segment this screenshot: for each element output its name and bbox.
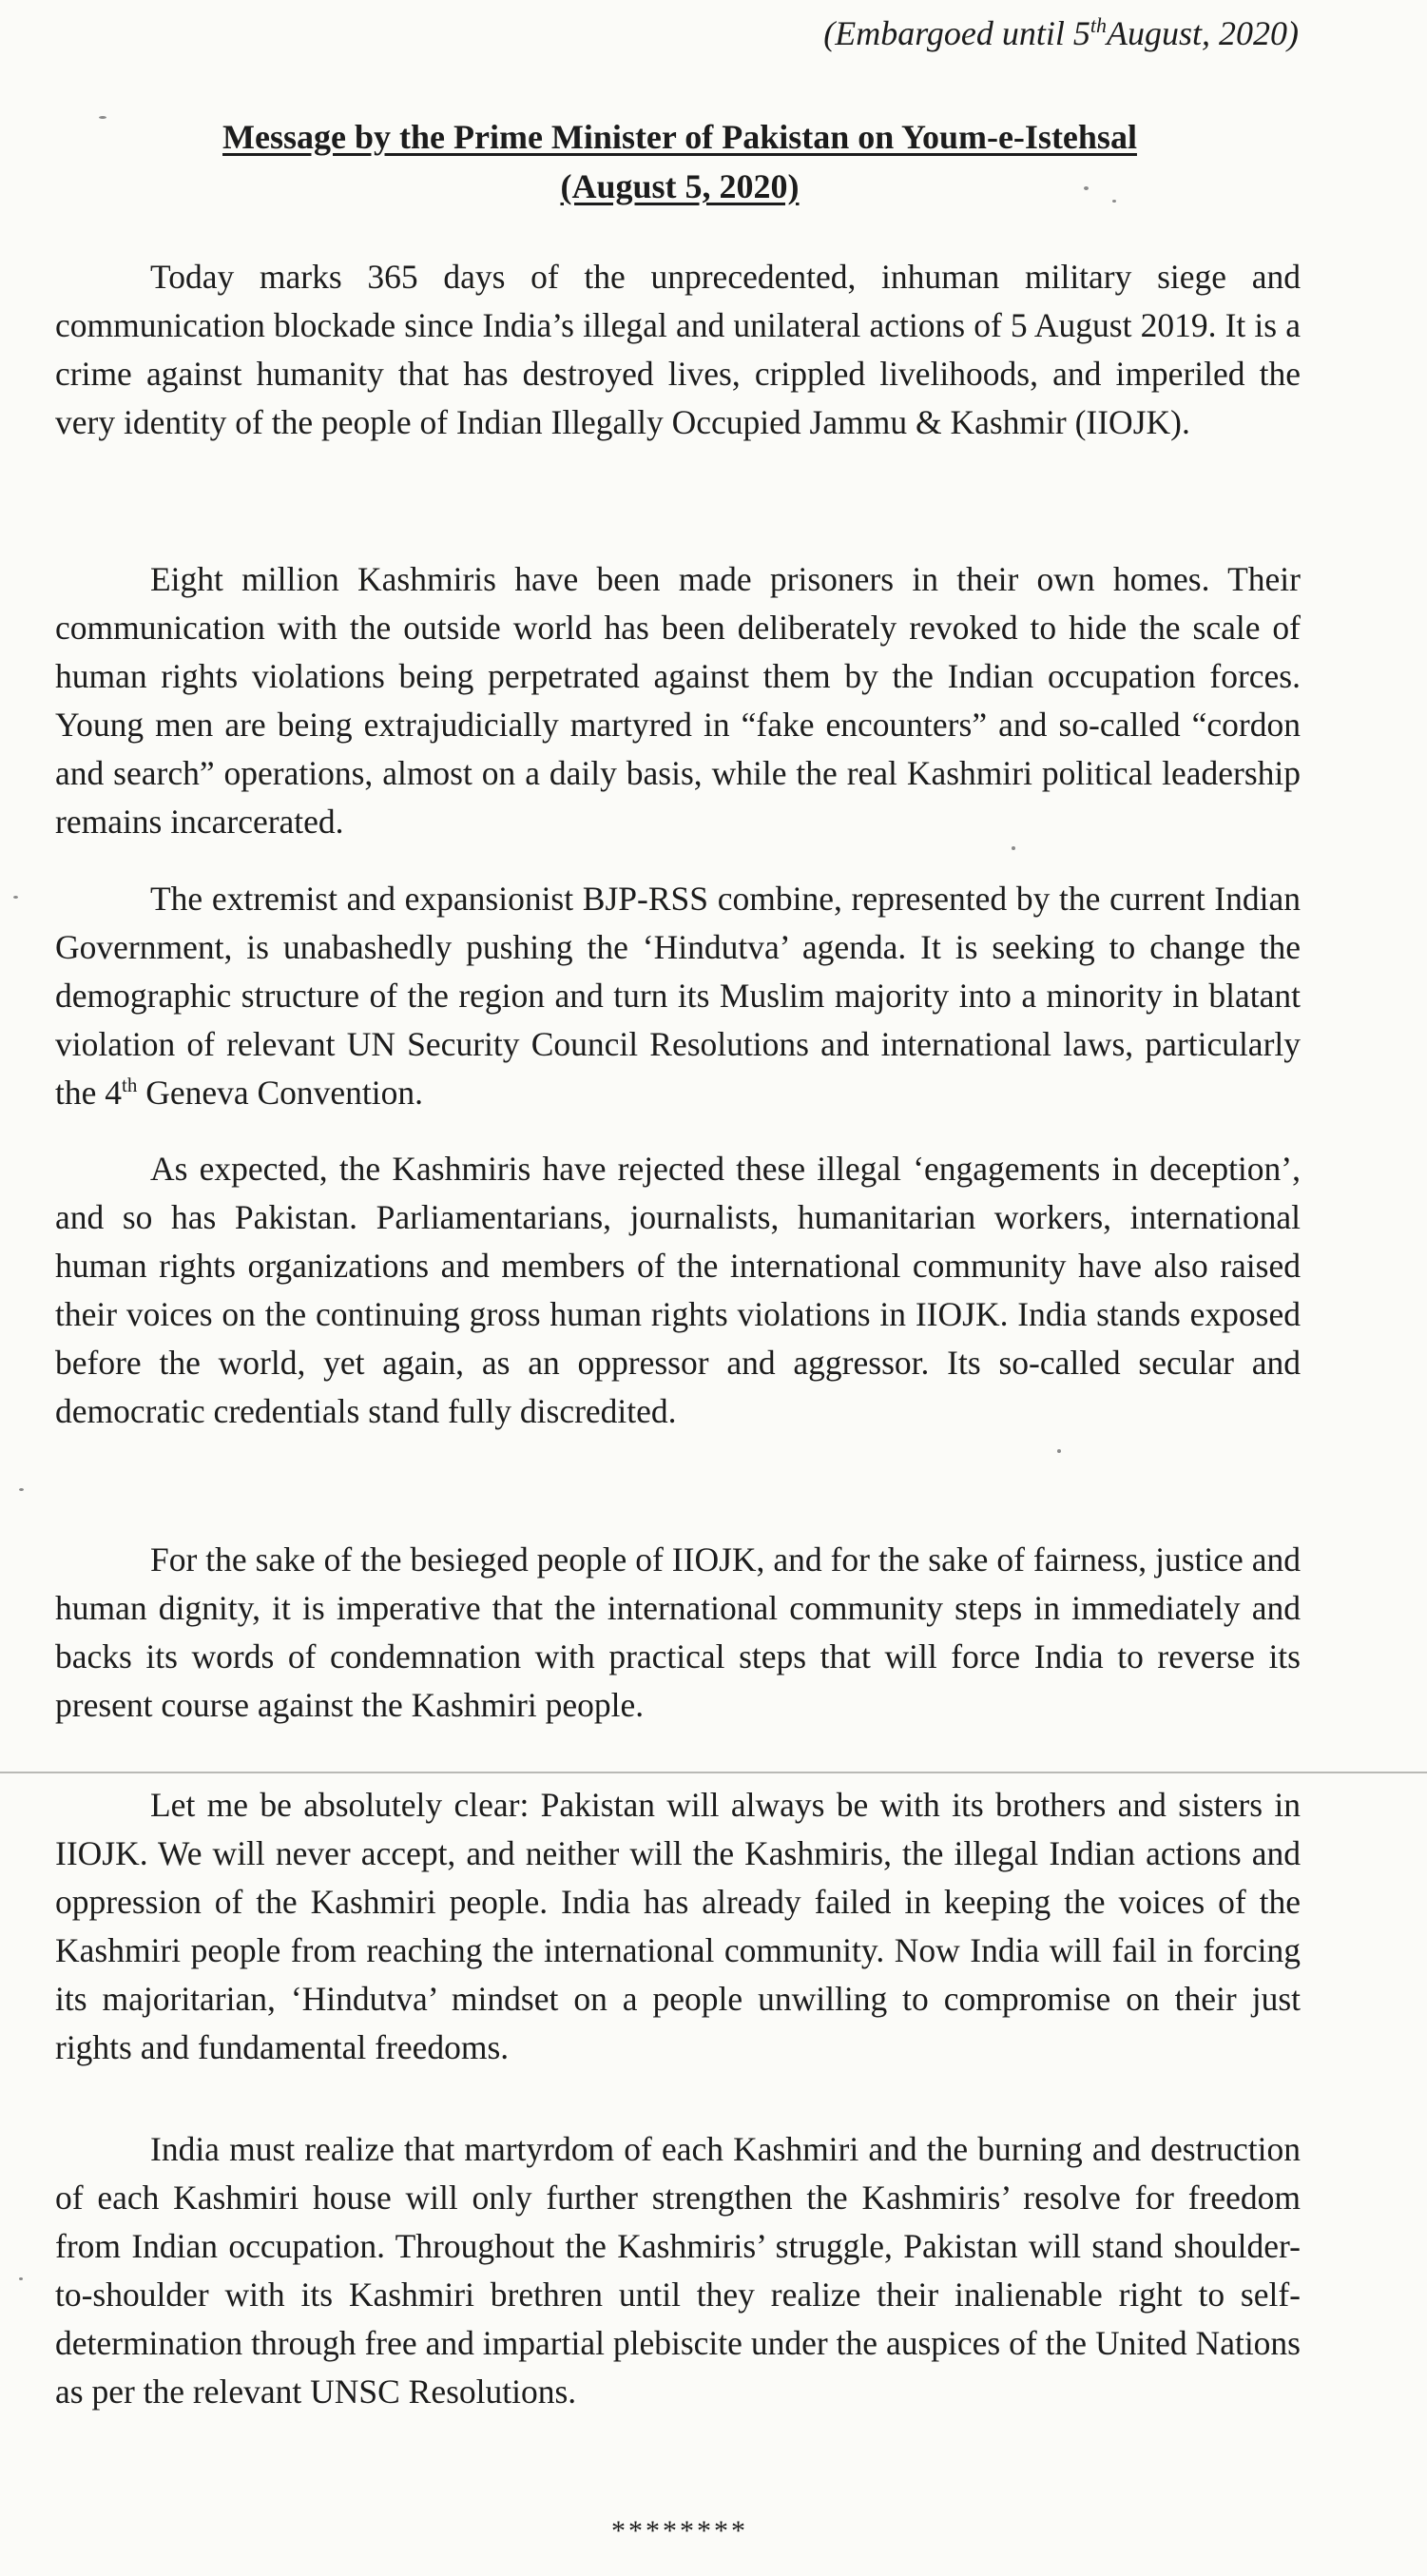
document-title (0, 112, 1360, 211)
paragraph-6: Let me be absolutely clear: Pakistan will always be with its brothers and sisters in IIOJK. We will never accept, and neither will the Kashmiris, the illegal Indian actions and oppression of the Kashmiri people. India has already failed in keeping the voices of the Kashmiri people from reaching the international community. Now India will fail in forcing its majoritarian, ‘Hindutva’ mindset on a people unwilling to compromise on their just rights and fundamental freedoms. (55, 1786, 1301, 2066)
paragraph-7: India must realize that martyrdom of each Kashmiri and the burning and destruction of each Kashmiri house will only further strengthen the Kashmiris’ resolve for freedom from Indian occupation. Throughout the Kashmiris’ struggle, Pakistan will stand shoulder-to-shoulder with its Kashmiri brethren until they realize their inalienable right to self-determination through free and impartial plebiscite under the auspices of the United Nations as per the relevant UNSC Resolutions. (55, 2130, 1301, 2411)
title-line-2: (August 5, 2020) (560, 167, 800, 205)
embargo-suffix: August, 2020) (1107, 14, 1299, 52)
scan-speck (99, 116, 106, 119)
scan-speck (1112, 200, 1116, 203)
embargo-prefix: (Embargoed until 5 (823, 14, 1090, 52)
paragraph-2: Eight million Kashmiris have been made prisoners in their own homes. Their communication with the outside world has been deliberately revoked to hide the scale of human rights violations being perpetrated against them by the Indian occupation forces. Young men are being extrajudicially martyred in “fake encounters” and so-called “cordon and search” operations, almost on a daily basis, while the real Kashmiri political leadership remains incarcerated. (55, 560, 1301, 841)
embargo-superscript: th (1090, 13, 1107, 37)
scan-speck (1084, 186, 1089, 190)
embargo-notice (823, 13, 1299, 53)
paragraph-5: For the sake of the besieged people of IIOJK, and for the sake of fairness, justice and human dignity, it is imperative that the international community steps in immediately and backs its words of condemnation with practical steps that will force India to reverse its present course against the Kashmiri people. (55, 1540, 1301, 1724)
end-marker: ******** (611, 2515, 748, 2547)
scan-speck (13, 896, 18, 899)
title-line-1: Message by the Prime Minister of Pakistan on Youm-e-Istehsal (222, 118, 1137, 156)
paragraph-3-ending: Geneva Convention. (137, 1074, 424, 1112)
scan-speck (19, 2277, 23, 2280)
scan-fold-line (0, 1772, 1427, 1773)
paragraph-3-text: The extremist and expansionist BJP-RSS combine, represented by the current Indian Government, is unabashedly pushing the ‘Hindutva’ agenda. It is seeking to change the demographic structure of the region and turn its Muslim majority into a minority in blatant violation of relevant UN Security Council Resolutions and international laws, particularly the 4 (55, 880, 1301, 1112)
scan-speck (1057, 1449, 1061, 1453)
scan-speck (19, 1488, 24, 1491)
paragraph-3 (55, 875, 1301, 1117)
paragraph-4: As expected, the Kashmiris have rejected these illegal ‘engagements in deception’, and so has Pakistan. Parliamentarians, journalists, humanitarian workers, international human rights organizations and members of the international community have also raised their voices on the continuing gross human rights violations in IIOJK. India stands exposed before the world, yet again, as an oppressor and aggressor. Its so-called secular and democratic credentials stand fully discredited. (55, 1150, 1301, 1430)
paragraph-1: Today marks 365 days of the unprecedented, inhuman military siege and communication blockade since India’s illegal and unilateral actions of 5 August 2019. It is a crime against humanity that has destroyed lives, crippled livelihoods, and imperiled the very identity of the people of Indian Illegally Occupied Jammu & Kashmir (IIOJK). (55, 258, 1301, 441)
paragraph-3-superscript: th (122, 1074, 138, 1097)
scan-speck (1012, 846, 1015, 850)
